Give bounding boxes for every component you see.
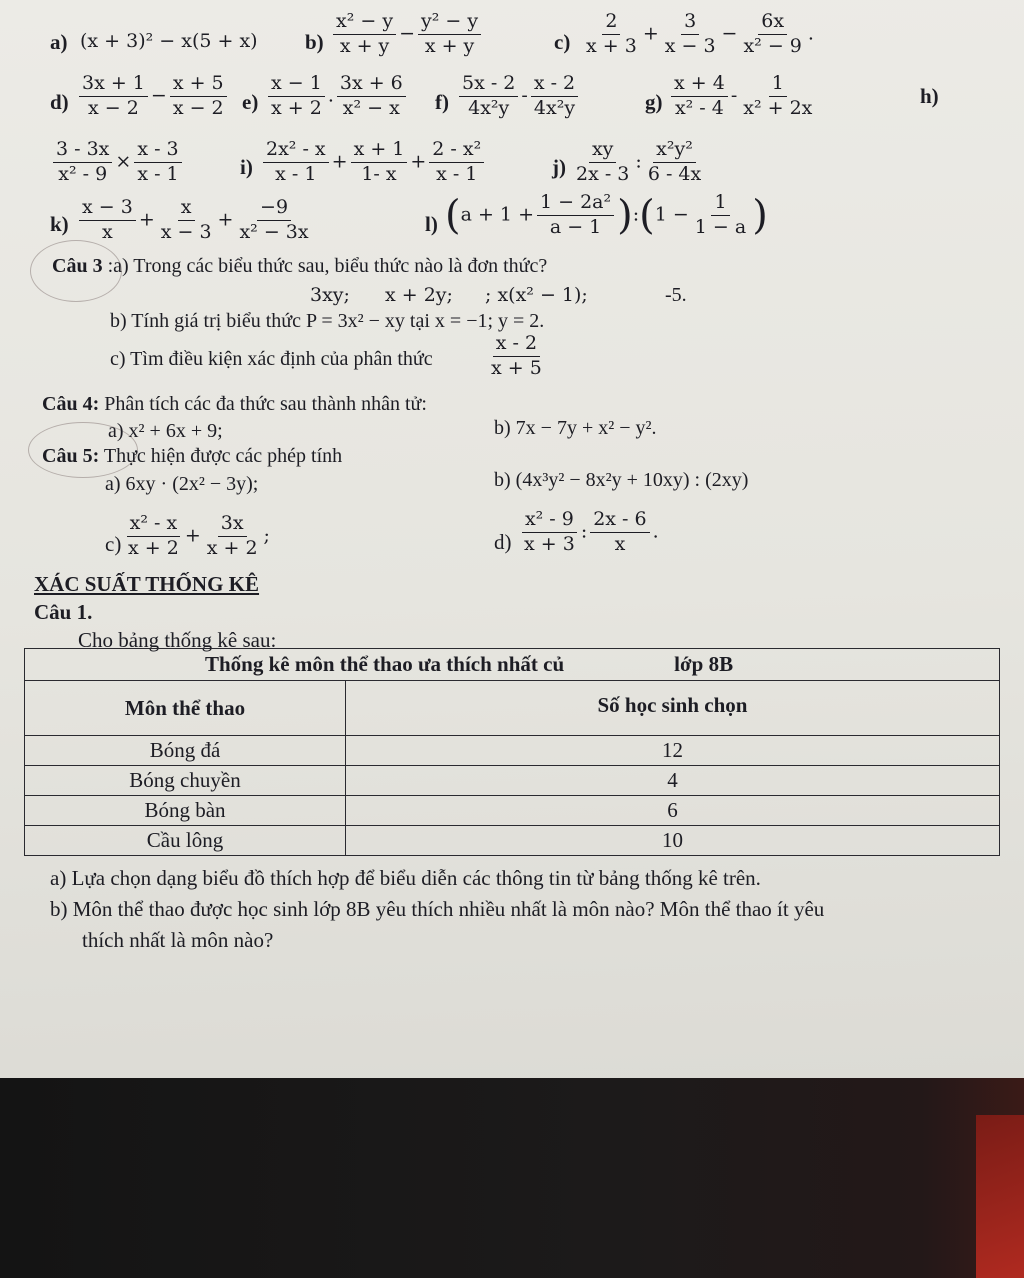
cau4-a: a) x² + 6x + 9; — [108, 420, 223, 442]
cau4-heading: Câu 4: Phân tích các đa thức sau thành nhân tử: — [42, 393, 427, 415]
exercise-h-label: h) — [920, 84, 939, 108]
exercise-d-label: d) — [50, 90, 69, 114]
sport-cell: Cầu lông — [25, 826, 346, 856]
cau5-d-label: d) — [494, 530, 512, 554]
count-cell: 12 — [346, 736, 1000, 766]
cau3-question-a: Câu 3 :a) Trong các biểu thức sau, biểu thức nào là đơn thức? — [52, 255, 548, 277]
sport-cell: Bóng đá — [25, 736, 346, 766]
count-cell: 4 — [346, 766, 1000, 796]
question-a: a) Lựa chọn dạng biểu đồ thích hợp để biểu diễn các thông tin từ bảng thống kê trên. — [50, 866, 761, 890]
question-b-cont: thích nhất là môn nào? — [82, 928, 274, 952]
statistics-table — [24, 648, 1000, 856]
section-question: Câu 1. — [34, 600, 93, 624]
exercise-k-label: k) — [50, 212, 69, 236]
cau3-fraction: $\frac{x - 2}{x + 5}$ — [491, 332, 542, 379]
count-cell: 6 — [346, 796, 1000, 826]
exercise-a-expr: (x + 3)² − x(5 + x) — [80, 30, 258, 52]
cau3-question-c: c) Tìm điều kiện xác định của phân thức — [110, 348, 433, 370]
cau4-b: b) 7x − 7y + x² − y². — [494, 417, 657, 439]
exercise-k-expr: $\frac{x - 3}{x}$ + $\frac{x}{x - 3}$ + $\frac{-9}{\text{x² − 3x}}$ — [76, 198, 315, 243]
table-row — [25, 736, 1000, 766]
sport-cell: Bóng bàn — [25, 796, 346, 826]
cau5-c-expr: $\frac{\text{x² - x}}{x + 2}$ + $\frac{3x}{x + 2}$ ; — [128, 512, 270, 559]
exercise-a-label: a) — [50, 30, 68, 54]
count-cell: 10 — [346, 826, 1000, 856]
cau3-question-b: b) Tính giá trị biểu thức P = 3x² − xy tại x = −1; y = 2. — [110, 310, 545, 332]
exercise-f-label: f) — [435, 90, 449, 114]
table-row — [25, 826, 1000, 856]
table-row — [25, 766, 1000, 796]
exercise-l-label: l) — [425, 212, 438, 236]
section-heading: XÁC SUẤT THỐNG KÊ — [34, 572, 260, 596]
cau3-expr-2: x + 2y; — [385, 284, 453, 306]
exercise-d-expr: $\frac{3x + 1}{x - 2}$ − $\frac{x + 5}{x - 2}$ — [76, 74, 230, 119]
exercise-c-label: c) — [554, 30, 571, 54]
sport-cell: Bóng chuyền — [25, 766, 346, 796]
exercise-b-label: b) — [305, 30, 324, 54]
red-object — [976, 1115, 1024, 1278]
header-sport: Môn thể thao — [25, 681, 346, 736]
table-title-row — [25, 649, 1000, 681]
exercise-f-expr: $\frac{5x - 2}{\text{4x²y}}$ - $\frac{x - 2}{\text{4x²y}}$ — [456, 74, 581, 119]
exercise-g-label: g) — [645, 90, 663, 114]
cau5-heading: Câu 5: Thực hiện được các phép tính — [42, 445, 343, 467]
cau5-a: a) 6xy · (2x² − 3y); — [105, 473, 259, 495]
cau3-expr-1: 3xy; — [310, 284, 350, 306]
desk-background — [0, 1078, 1024, 1278]
table-row — [25, 796, 1000, 826]
exercise-i-expr: $\frac{\text{2x² - x}}{x - 1}$ + $\frac{x + 1}{1- x}$ + $\frac{\text{2 - x²}}{x - 1}$ — [260, 140, 487, 185]
exercise-j-expr: $\frac{xy}{2x - 3}$ : $\frac{\text{x²y²}}{6 - 4x}$ — [576, 138, 702, 185]
exercise-g-expr: $\frac{x + 4}{\text{x² - 4}}$ - $\frac{1}{\text{x² + 2x}}$ — [668, 74, 818, 119]
exercise-l-expr: (a + 1 + $\frac{\text{1 − 2a²}}{a - 1}$ ):(1 − $\frac{1}{1 - a}$ ) — [445, 191, 768, 239]
exercise-e-expr: $\frac{x - 1}{x + 2}$ . $\frac{3x + 6}{\text{x² − x}}$ — [265, 74, 409, 119]
table-header-row — [25, 681, 1000, 736]
header-count: Số học sinh chọn — [346, 681, 1000, 736]
exercise-e-label: e) — [242, 90, 259, 114]
cau3-expr-3: ; x(x² − 1); — [485, 284, 588, 306]
exercise-c-expr: $\frac{2}{x + 3}$ + $\frac{3}{x - 3}$ − $\frac{6x}{\text{x² − 9}}$ . — [586, 10, 814, 57]
cau5-c-label: c) — [105, 532, 122, 556]
cau5-b: b) (4x³y² − 8x²y + 10xy) : (2xy) — [494, 469, 749, 491]
question-b: b) Môn thể thao được học sinh lớp 8B yêu thích nhiều nhất là môn nào? Môn thể thao ít yêu — [50, 897, 825, 921]
exercise-h-expr: $\frac{3 - 3x}{\text{x² - 9}}$ × $\frac{x - 3}{x - 1}$ — [50, 140, 185, 185]
exercise-j-label: j) — [552, 155, 566, 179]
table-title: Thống kê môn thể thao ưa thích nhất củ lớp 8B — [25, 649, 1000, 681]
exercise-b-expr: $\frac{\text{x² − y}}{x + y}$ − $\frac{\text{y² − y}}{x + y}$ — [330, 12, 484, 57]
table-intro: Cho bảng thống kê sau: — [78, 628, 277, 652]
cau3-expr-4: -5. — [665, 284, 687, 306]
cau5-d-expr: $\frac{\text{x² - 9}}{x + 3}$ : $\frac{2x - 6}{x}$ . — [518, 510, 659, 555]
exercise-i-label: i) — [240, 155, 253, 179]
